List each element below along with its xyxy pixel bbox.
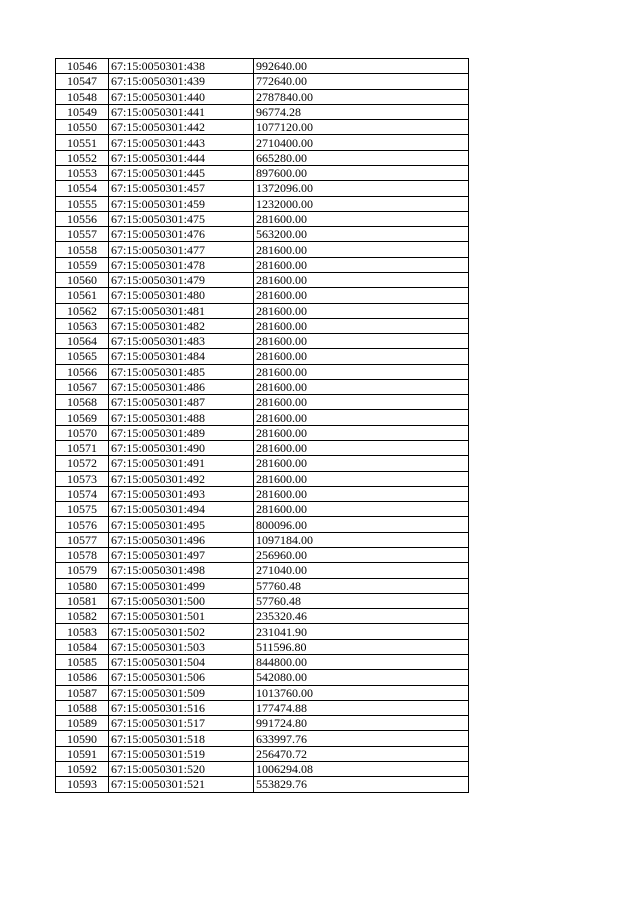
table-row — [56, 700, 469, 715]
table-row — [56, 563, 469, 578]
value-cell: 281600.00 — [254, 288, 469, 303]
cadastral-number-cell: 67:15:0050301:497 — [109, 548, 254, 563]
table-row — [56, 257, 469, 272]
row-number-cell: 10553 — [56, 165, 109, 180]
row-number-cell: 10581 — [56, 593, 109, 608]
value-cell: 665280.00 — [254, 150, 469, 165]
value-cell: 553829.76 — [254, 777, 469, 792]
row-number-cell: 10563 — [56, 318, 109, 333]
cadastral-number-cell: 67:15:0050301:481 — [109, 303, 254, 318]
table-row — [56, 59, 469, 74]
value-cell: 281600.00 — [254, 211, 469, 226]
cadastral-number-cell: 67:15:0050301:499 — [109, 578, 254, 593]
row-number-cell: 10572 — [56, 456, 109, 471]
table-row — [56, 272, 469, 287]
table-row — [56, 441, 469, 456]
value-cell: 231041.90 — [254, 624, 469, 639]
table-row — [56, 89, 469, 104]
row-number-cell: 10570 — [56, 425, 109, 440]
table-row — [56, 761, 469, 776]
table-row — [56, 746, 469, 761]
value-cell: 271040.00 — [254, 563, 469, 578]
cadastral-number-cell: 67:15:0050301:438 — [109, 59, 254, 74]
cadastral-number-cell: 67:15:0050301:504 — [109, 654, 254, 669]
row-number-cell: 10567 — [56, 379, 109, 394]
value-cell: 281600.00 — [254, 334, 469, 349]
value-cell: 177474.88 — [254, 700, 469, 715]
row-number-cell: 10556 — [56, 211, 109, 226]
row-number-cell: 10584 — [56, 639, 109, 654]
value-cell: 1372096.00 — [254, 181, 469, 196]
table-row — [56, 777, 469, 792]
cadastral-number-cell: 67:15:0050301:444 — [109, 150, 254, 165]
cadastral-number-cell: 67:15:0050301:488 — [109, 410, 254, 425]
table-row — [56, 532, 469, 547]
row-number-cell: 10593 — [56, 777, 109, 792]
value-cell: 800096.00 — [254, 517, 469, 532]
value-cell: 57760.48 — [254, 578, 469, 593]
value-cell: 281600.00 — [254, 410, 469, 425]
cadastral-number-cell: 67:15:0050301:477 — [109, 242, 254, 257]
row-number-cell: 10588 — [56, 700, 109, 715]
value-cell: 1097184.00 — [254, 532, 469, 547]
cadastral-number-cell: 67:15:0050301:459 — [109, 196, 254, 211]
cadastral-number-cell: 67:15:0050301:493 — [109, 486, 254, 501]
row-number-cell: 10561 — [56, 288, 109, 303]
row-number-cell: 10573 — [56, 471, 109, 486]
cadastral-number-cell: 67:15:0050301:486 — [109, 379, 254, 394]
table-row — [56, 104, 469, 119]
cadastral-number-cell: 67:15:0050301:439 — [109, 74, 254, 89]
cadastral-number-cell: 67:15:0050301:443 — [109, 135, 254, 150]
value-cell: 281600.00 — [254, 349, 469, 364]
cadastral-number-cell: 67:15:0050301:445 — [109, 165, 254, 180]
row-number-cell: 10579 — [56, 563, 109, 578]
row-number-cell: 10558 — [56, 242, 109, 257]
row-number-cell: 10571 — [56, 441, 109, 456]
value-cell: 281600.00 — [254, 395, 469, 410]
row-number-cell: 10566 — [56, 364, 109, 379]
row-number-cell: 10591 — [56, 746, 109, 761]
cadastral-number-cell: 67:15:0050301:487 — [109, 395, 254, 410]
row-number-cell: 10578 — [56, 548, 109, 563]
table-row — [56, 303, 469, 318]
row-number-cell: 10560 — [56, 272, 109, 287]
row-number-cell: 10550 — [56, 120, 109, 135]
cadastral-number-cell: 67:15:0050301:483 — [109, 334, 254, 349]
value-cell: 281600.00 — [254, 364, 469, 379]
table-row — [56, 471, 469, 486]
row-number-cell: 10546 — [56, 59, 109, 74]
cadastral-number-cell: 67:15:0050301:440 — [109, 89, 254, 104]
value-cell: 991724.80 — [254, 716, 469, 731]
row-number-cell: 10569 — [56, 410, 109, 425]
row-number-cell: 10586 — [56, 670, 109, 685]
row-number-cell: 10592 — [56, 761, 109, 776]
table-row — [56, 486, 469, 501]
row-number-cell: 10557 — [56, 227, 109, 242]
table-row — [56, 731, 469, 746]
row-number-cell: 10554 — [56, 181, 109, 196]
cadastral-number-cell: 67:15:0050301:491 — [109, 456, 254, 471]
table-row — [56, 624, 469, 639]
table-row — [56, 379, 469, 394]
row-number-cell: 10559 — [56, 257, 109, 272]
table-row — [56, 349, 469, 364]
cadastral-number-cell: 67:15:0050301:480 — [109, 288, 254, 303]
cadastral-number-cell: 67:15:0050301:521 — [109, 777, 254, 792]
table-row — [56, 654, 469, 669]
cadastral-number-cell: 67:15:0050301:500 — [109, 593, 254, 608]
table-row — [56, 670, 469, 685]
table-row — [56, 181, 469, 196]
table-row — [56, 364, 469, 379]
value-cell: 57760.48 — [254, 593, 469, 608]
row-number-cell: 10548 — [56, 89, 109, 104]
cadastral-number-cell: 67:15:0050301:482 — [109, 318, 254, 333]
row-number-cell: 10552 — [56, 150, 109, 165]
data-table — [55, 58, 469, 793]
row-number-cell: 10565 — [56, 349, 109, 364]
value-cell: 1232000.00 — [254, 196, 469, 211]
row-number-cell: 10551 — [56, 135, 109, 150]
table-row — [56, 639, 469, 654]
value-cell: 542080.00 — [254, 670, 469, 685]
value-cell: 1006294.08 — [254, 761, 469, 776]
cadastral-number-cell: 67:15:0050301:502 — [109, 624, 254, 639]
row-number-cell: 10577 — [56, 532, 109, 547]
cadastral-number-cell: 67:15:0050301:478 — [109, 257, 254, 272]
table-row — [56, 242, 469, 257]
table-row — [56, 395, 469, 410]
value-cell: 992640.00 — [254, 59, 469, 74]
cadastral-number-cell: 67:15:0050301:516 — [109, 700, 254, 715]
value-cell: 1013760.00 — [254, 685, 469, 700]
value-cell: 256960.00 — [254, 548, 469, 563]
value-cell: 281600.00 — [254, 272, 469, 287]
row-number-cell: 10574 — [56, 486, 109, 501]
value-cell: 96774.28 — [254, 104, 469, 119]
cadastral-number-cell: 67:15:0050301:509 — [109, 685, 254, 700]
cadastral-number-cell: 67:15:0050301:489 — [109, 425, 254, 440]
table-row — [56, 716, 469, 731]
value-cell: 281600.00 — [254, 379, 469, 394]
cadastral-number-cell: 67:15:0050301:492 — [109, 471, 254, 486]
value-cell: 281600.00 — [254, 318, 469, 333]
row-number-cell: 10582 — [56, 609, 109, 624]
cadastral-number-cell: 67:15:0050301:442 — [109, 120, 254, 135]
value-cell: 633997.76 — [254, 731, 469, 746]
row-number-cell: 10587 — [56, 685, 109, 700]
row-number-cell: 10583 — [56, 624, 109, 639]
row-number-cell: 10562 — [56, 303, 109, 318]
value-cell: 897600.00 — [254, 165, 469, 180]
cadastral-number-cell: 67:15:0050301:484 — [109, 349, 254, 364]
cadastral-number-cell: 67:15:0050301:494 — [109, 502, 254, 517]
value-cell: 281600.00 — [254, 486, 469, 501]
table-row — [56, 456, 469, 471]
value-cell: 235320.46 — [254, 609, 469, 624]
value-cell: 1077120.00 — [254, 120, 469, 135]
table-row — [56, 74, 469, 89]
table-row — [56, 318, 469, 333]
row-number-cell: 10568 — [56, 395, 109, 410]
value-cell: 563200.00 — [254, 227, 469, 242]
cadastral-number-cell: 67:15:0050301:503 — [109, 639, 254, 654]
table-row — [56, 150, 469, 165]
value-cell: 2787840.00 — [254, 89, 469, 104]
table-row — [56, 120, 469, 135]
row-number-cell: 10576 — [56, 517, 109, 532]
row-number-cell: 10564 — [56, 334, 109, 349]
table-body — [56, 59, 469, 793]
cadastral-number-cell: 67:15:0050301:457 — [109, 181, 254, 196]
row-number-cell: 10549 — [56, 104, 109, 119]
table-row — [56, 609, 469, 624]
cadastral-number-cell: 67:15:0050301:496 — [109, 532, 254, 547]
cadastral-number-cell: 67:15:0050301:475 — [109, 211, 254, 226]
table-row — [56, 196, 469, 211]
table-row — [56, 211, 469, 226]
cadastral-number-cell: 67:15:0050301:476 — [109, 227, 254, 242]
value-cell: 281600.00 — [254, 242, 469, 257]
table-row — [56, 685, 469, 700]
table-row — [56, 593, 469, 608]
value-cell: 281600.00 — [254, 303, 469, 318]
cadastral-number-cell: 67:15:0050301:506 — [109, 670, 254, 685]
row-number-cell: 10555 — [56, 196, 109, 211]
value-cell: 772640.00 — [254, 74, 469, 89]
value-cell: 281600.00 — [254, 441, 469, 456]
table-row — [56, 135, 469, 150]
row-number-cell: 10575 — [56, 502, 109, 517]
cadastral-number-cell: 67:15:0050301:485 — [109, 364, 254, 379]
cadastral-number-cell: 67:15:0050301:498 — [109, 563, 254, 578]
table-row — [56, 288, 469, 303]
table-row — [56, 227, 469, 242]
table-row — [56, 548, 469, 563]
value-cell: 281600.00 — [254, 502, 469, 517]
table-row — [56, 502, 469, 517]
value-cell: 256470.72 — [254, 746, 469, 761]
value-cell: 281600.00 — [254, 425, 469, 440]
row-number-cell: 10585 — [56, 654, 109, 669]
row-number-cell: 10547 — [56, 74, 109, 89]
table-row — [56, 334, 469, 349]
cadastral-number-cell: 67:15:0050301:517 — [109, 716, 254, 731]
cadastral-number-cell: 67:15:0050301:501 — [109, 609, 254, 624]
table-row — [56, 165, 469, 180]
table-row — [56, 410, 469, 425]
table-row — [56, 425, 469, 440]
cadastral-number-cell: 67:15:0050301:490 — [109, 441, 254, 456]
value-cell: 281600.00 — [254, 257, 469, 272]
value-cell: 281600.00 — [254, 456, 469, 471]
row-number-cell: 10580 — [56, 578, 109, 593]
row-number-cell: 10589 — [56, 716, 109, 731]
cadastral-number-cell: 67:15:0050301:441 — [109, 104, 254, 119]
cadastral-number-cell: 67:15:0050301:495 — [109, 517, 254, 532]
value-cell: 511596.80 — [254, 639, 469, 654]
cadastral-number-cell: 67:15:0050301:479 — [109, 272, 254, 287]
row-number-cell: 10590 — [56, 731, 109, 746]
value-cell: 844800.00 — [254, 654, 469, 669]
cadastral-number-cell: 67:15:0050301:518 — [109, 731, 254, 746]
cadastral-number-cell: 67:15:0050301:519 — [109, 746, 254, 761]
cadastral-number-cell: 67:15:0050301:520 — [109, 761, 254, 776]
value-cell: 2710400.00 — [254, 135, 469, 150]
table-row — [56, 578, 469, 593]
value-cell: 281600.00 — [254, 471, 469, 486]
table-row — [56, 517, 469, 532]
